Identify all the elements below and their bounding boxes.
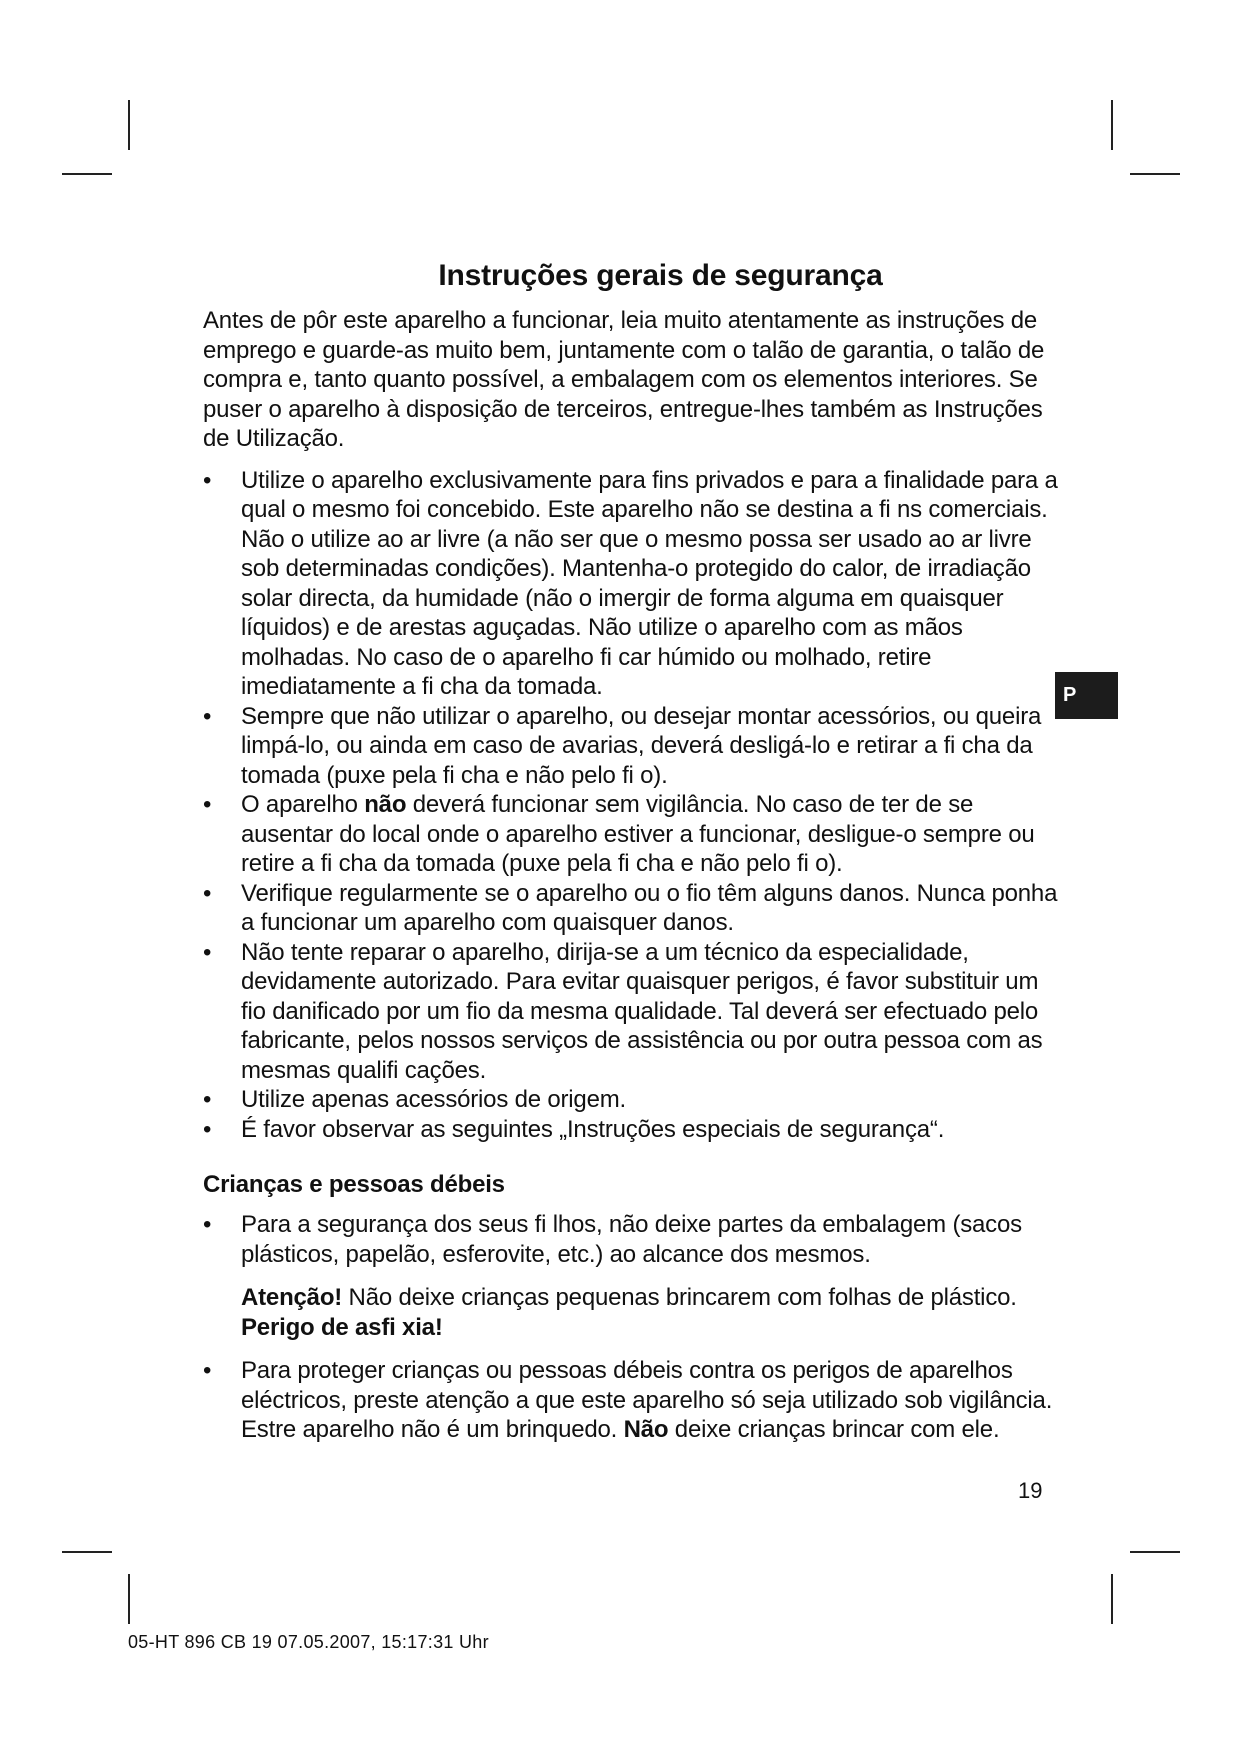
warning-text: Não deixe crianças pequenas brincarem com folhas de plástico. [342, 1284, 1017, 1311]
list-item-text: Não tente reparar o aparelho, dirija-se a um técnico da especialidade, devidamente autorizado. Para evitar quaisquer perigos, é favor substituir um fio danificado por um fio da mesma qualidade. Tal deverá ser efectuado pelo fabricante, pelos nossos serviços de assistência ou por outra pessoa com as mesmas qualifi cações. [241, 938, 1043, 1084]
page-title: Instruções gerais de segurança [438, 259, 883, 292]
warning-danger: Perigo de asfi xia! [241, 1313, 443, 1341]
list-item [203, 1115, 1058, 1145]
crop-mark-top-right-vertical [1111, 100, 1113, 150]
list-item [203, 1356, 1058, 1445]
intro-paragraph: Antes de pôr este aparelho a funcionar, leia muito atentamente as instruções de emprego e guarde-as muito bem, juntamente com o talão de garantia, o talão de compra e, tanto quanto possível, a embalagem com os elementos interiores. Se puser o aparelho à disposição de terceiros, entregue-lhes também as Instruções de Utilização. [203, 307, 1045, 452]
children-bullet-list-2 [203, 1356, 1058, 1445]
crop-mark-top-right-horizontal [1130, 173, 1180, 175]
list-item-text: Sempre que não utilizar o aparelho, ou desejar montar acessórios, ou queira limpá-lo, ou ainda em caso de avarias, deverá desligá-lo e retirar a fi cha da tomada (puxe pela fi cha e não pelo fi o). [241, 702, 1042, 789]
bullet-icon: • [203, 1357, 212, 1384]
list-item [203, 1085, 1058, 1115]
language-tab: P [1055, 672, 1118, 719]
crop-mark-bottom-left-horizontal [62, 1551, 112, 1553]
bullet-icon: • [203, 938, 212, 966]
list-item [203, 466, 1058, 702]
crop-mark-top-left-vertical [128, 100, 130, 150]
list-item [203, 790, 1058, 879]
crop-mark-bottom-right-horizontal [1130, 1551, 1180, 1553]
list-item-text: Verifique regularmente se o aparelho ou o fio têm alguns danos. Nunca ponha a funcionar um aparelho com quaisquer danos. [241, 879, 1058, 936]
list-item-text: Para a segurança dos seus fi lhos, não deixe partes da embalagem (sacos plásticos, papelão, esferovite, etc.) ao alcance dos mesmos. [241, 1211, 1022, 1268]
children-bullet-list [203, 1210, 1058, 1269]
crop-mark-bottom-left-vertical [128, 1574, 130, 1624]
list-item-emphasis: não [364, 791, 407, 818]
print-footer: 05-HT 896 CB 19 07.05.2007, 15:17:31 Uhr [128, 1632, 489, 1652]
list-item [203, 938, 1058, 1086]
warning-paragraph [241, 1283, 1058, 1342]
list-item-text: É favor observar as seguintes „Instruções especiais de segurança“. [241, 1115, 945, 1143]
list-item-text-post: deverá funcionar sem vigilância. No caso de ter de se ausentar do local onde o aparelho estiver a funcionar, desligue-o sempre ou retire a fi cha da tomada (puxe pela fi cha e não pelo fi o). [241, 791, 1035, 877]
list-item-emphasis: Não [623, 1416, 669, 1443]
list-item-text: Utilize apenas acessórios de origem. [241, 1086, 626, 1113]
bullet-icon: • [203, 1211, 212, 1238]
page-number: 19 [1018, 1478, 1043, 1503]
list-item [203, 702, 1058, 791]
bullet-icon: • [203, 879, 212, 907]
list-item-text-pre: O aparelho [241, 791, 365, 818]
list-item-text-pre: Para proteger crianças ou pessoas débeis contra os perigos de aparelhos eléctricos, preste atenção a que este aparelho só seja utilizado sob vigilância. Estre aparelho não é um brinquedo. [241, 1357, 1053, 1443]
safety-bullet-list [203, 466, 1058, 1145]
warning-label: Atenção! [241, 1284, 343, 1311]
safety-instructions [203, 258, 1058, 1445]
bullet-icon: • [203, 1115, 212, 1143]
children-section-heading: Crianças e pessoas débeis [203, 1171, 505, 1198]
crop-mark-bottom-right-vertical [1111, 1574, 1113, 1624]
bullet-icon: • [203, 1086, 212, 1113]
list-item [203, 879, 1058, 938]
list-item-text: Utilize o aparelho exclusivamente para fins privados e para a finalidade para a qual o mesmo foi concebido. Este aparelho não se destina a fi ns comerciais. Não o utilize ao ar livre (a não ser que o mesmo possa ser usado ao ar livre sob determinadas condições). Mantenha-o protegido do calor, de irradiação solar directa, da humidade (não o imergir de forma alguma em quaisquer líquidos) e de arestas aguçadas. Não utilize o aparelho com as mãos molhadas. No caso de o aparelho fi car húmido ou molhado, retire imediatamente a fi cha da tomada. [241, 466, 1058, 700]
bullet-icon: • [203, 791, 212, 818]
list-item [203, 1210, 1058, 1269]
crop-mark-top-left-horizontal [62, 173, 112, 175]
bullet-icon: • [203, 702, 212, 730]
bullet-icon: • [203, 466, 212, 494]
list-item-text-post: deixe crianças brincar com ele. [668, 1416, 1000, 1443]
